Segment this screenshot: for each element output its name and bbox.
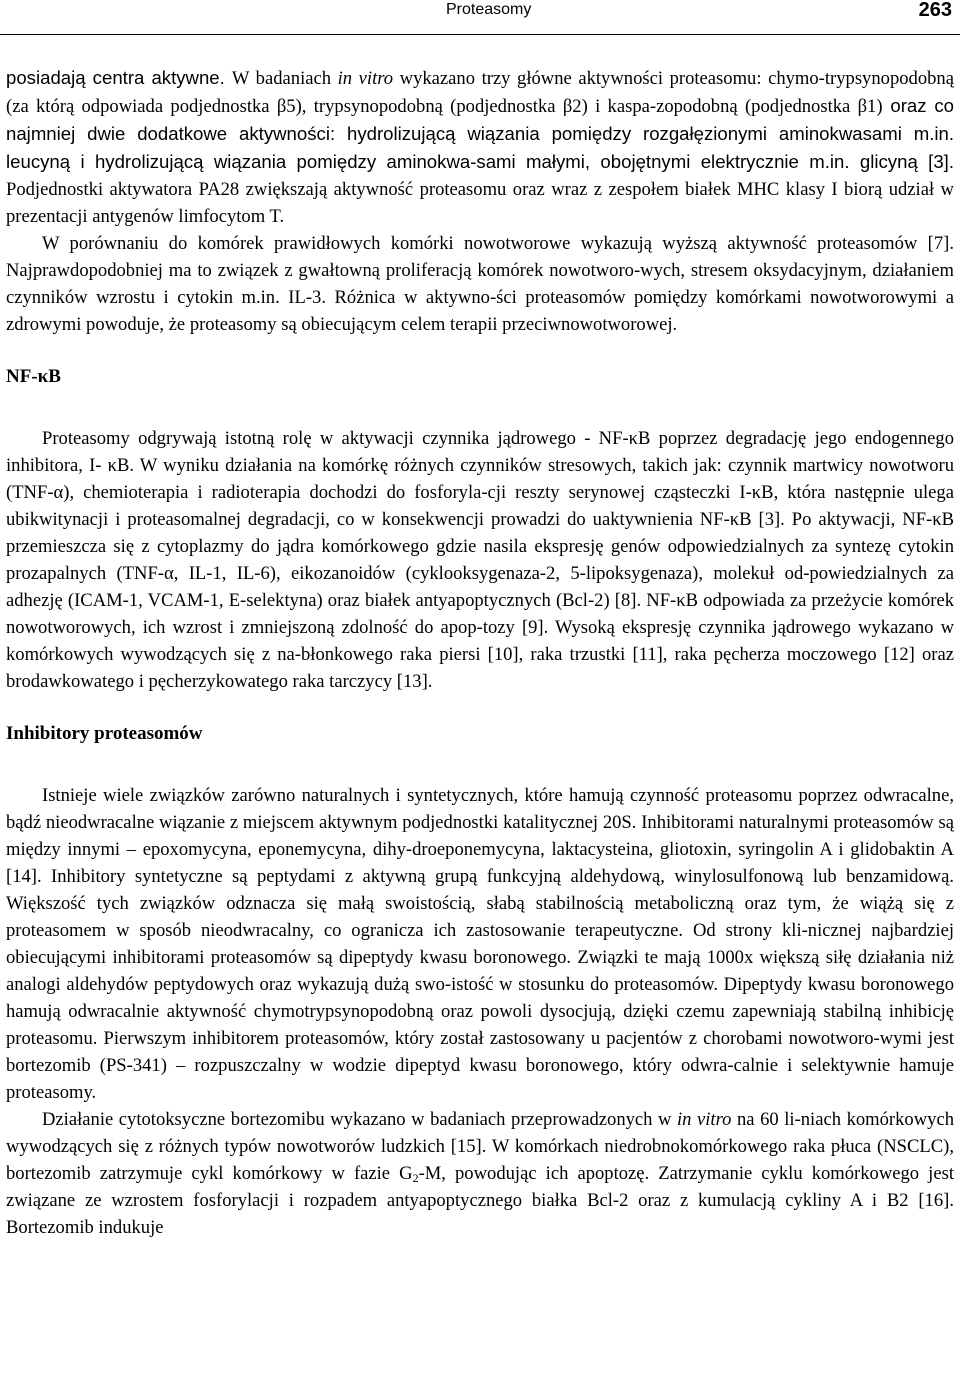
text-run: W badaniach bbox=[231, 68, 338, 89]
text-run: Działanie cytotoksyczne bortezomibu wykazano w badaniach przeprowadzonych w bbox=[42, 1109, 677, 1130]
section-heading-inhibitors: Inhibitory proteasomów bbox=[6, 723, 203, 744]
paragraph-tumor-cells: W porównaniu do komórek prawidłowych komórki nowotworowe wykazują wyższą aktywność proteasomów [7]. Najprawdopodobniej ma to związek z gwałtowną proliferacją komórek nowotworo-wych, stresem oksydacyjnym, działaniem czynników wzrostu i cytokin m.in. IL-3. Różnica w aktywno-ści proteasomów pomiędzy komórkami nowotworowymi a zdrowymi powoduje, że proteasomy są obiecującym celem terapii przeciwnowotworowej. bbox=[6, 233, 954, 335]
italic-term: in vitro bbox=[337, 68, 394, 89]
page-number: 263 bbox=[918, 0, 952, 21]
paragraph-inhibitors: Istnieje wiele związków zarówno naturalnych i syntetycznych, które hamują czynność proteasomu poprzez odwracalne, bądź nieodwracalne wiązanie z miejscem aktywnym podjednostki katalitycznej 20S. Inhibitorami naturalnymi proteasomów są między innymi – epoxomycyna, eponemycyna, dihy-droeponemycyna, laktacysteina, gliotoxin, syringolin A i glidobaktin A [14]. Inhibitory syntetyczne są peptydami z aktywną grupą funkcyjną aldehydową, winylosulfonową lub benzamidową. Większość tych związków odznacza się małą swoistością, słabą stabilnością metaboliczną oraz tym, że wiążą się z proteasomem w sposób nieodwracalny, co ogranicza ich zastosowanie terapeutyczne. Od strony kli-nicznej najbardziej obiecującymi inhibitorami proteasomów są dipeptydy kwasu boronowego. Związki te mają 1000x większą siłę działania niż analogi aldehydów peptydowych oraz wykazują dużą swo-istość w stosunku do proteasomów. Dipeptydy kwasu boronowego hamują odwracalnie aktywność chymotrypsynopodobną oraz powoli dysocjują, dzięki czemu zapewniają stabilną inhibicję proteasomu. Pierwszym inhibitorem proteasomów, który został zastosowany u pacjentów z chorobami nowotworo-wymi jest bortezomib (PS-341) – rozpuszczalny w wodzie dipeptyd kwasu boronowego, który odwra-calnie i selektywnie hamuje proteasomy. bbox=[6, 785, 954, 1103]
section-heading-nfkb: NF-κB bbox=[6, 366, 61, 387]
page-content bbox=[6, 64, 954, 1241]
text-run: -M, powodując ich apoptozę. Zatrzymanie cyklu komórkowego jest związane ze wzrostem fosforylacji i rozpadem antyapoptycznego białka Bcl-2 oraz z kumulacją cykliny A i B2 [16]. Bortezomib indukuje bbox=[6, 1163, 954, 1238]
italic-term: in vitro bbox=[677, 1109, 732, 1130]
text-run-sans: oraz co najmniej dwie dodatkowe aktywności: hydrolizującą wiązania pomiędzy rozgałęzionymi aminokwasami m.in. leucyną i hydrolizującą wiązania pomiędzy aminokwa-sami małymi, obojętnymi elektrycznie m.in. glicyną [3]. bbox=[6, 95, 954, 172]
paragraph-nfkb: Proteasomy odgrywają istotną rolę w aktywacji czynnika jądrowego - NF-κB poprzez degradację jego endogennego inhibitora, I- κB. W wyniku działania na komórkę różnych czynników stresowych, takich jak: czynnik martwicy nowotworu (TNF-α), chemioterapia i radioterapia dochodzi do fosforyla-cji reszty serynowej cząsteczki I-κB, która następnie ulega ubikwitynacji i proteasomalnej degradacji, co w konsekwencji prowadzi do uaktywnienia NF-κB [3]. Po aktywacji, NF-κB przemieszcza się z cytoplazmy do jądra komórkowego gdzie nasila ekspresję genów odpowiedzialnych za syntezę cytokin prozapalnych (TNF-α, IL-1, IL-6), eikozanoidów (cyklooksygenaza-2, 5-lipoksygenaza), molekuł od-powiedzialnych za adhezję (ICAM-1, VCAM-1, E-selektyna) oraz białek antyapoptycznych (Bcl-2) [8]. NF-κB odpowiada za przeżycie komórek nowotworowych, ich wzrost i zmniejszoną zdolność do apop-tozy [9]. Wysoką ekspresję czynnika jądrowego wykazano w komórkowych wywodzących się z na-błonkowego raka piersi [10], raka trzustki [11], raka pęcherza moczowego [12] oraz brodawkowatego i pęcherzykowatego raka tarczycy [13]. bbox=[6, 428, 954, 692]
text-run-sans: posiadają centra aktywne. bbox=[6, 67, 232, 88]
text-run: Podjednostki aktywatora PA28 zwiększają aktywność proteasomu oraz wraz z zespołem białek MHC klasy I biorą udział w prezentacji antygenów limfocytom T. bbox=[6, 179, 954, 227]
text-run: na 60 li-niach komórkowych wywodzących się z różnych typów nowotworów ludzkich [15]. W komórkach niedrobnokomórkowego raka płuca (NSCLC), bortezomib zatrzymuje cykl komórkowy w fazie G bbox=[6, 1109, 954, 1184]
page-header bbox=[0, 0, 960, 35]
running-title: Proteasomy bbox=[446, 1, 532, 18]
text-run: wykazano trzy główne aktywności proteasomu: chymo-trypsynopodobną (za którą odpowiada podjednostka β5), trypsynopodobną (podjednostka β2) i kaspa-zopodobną (podjednostka β1) bbox=[6, 68, 954, 117]
subscript: 2 bbox=[412, 1171, 419, 1185]
paragraph-proteasome-activities bbox=[6, 64, 954, 230]
paragraph-bortezomib bbox=[6, 1106, 954, 1241]
